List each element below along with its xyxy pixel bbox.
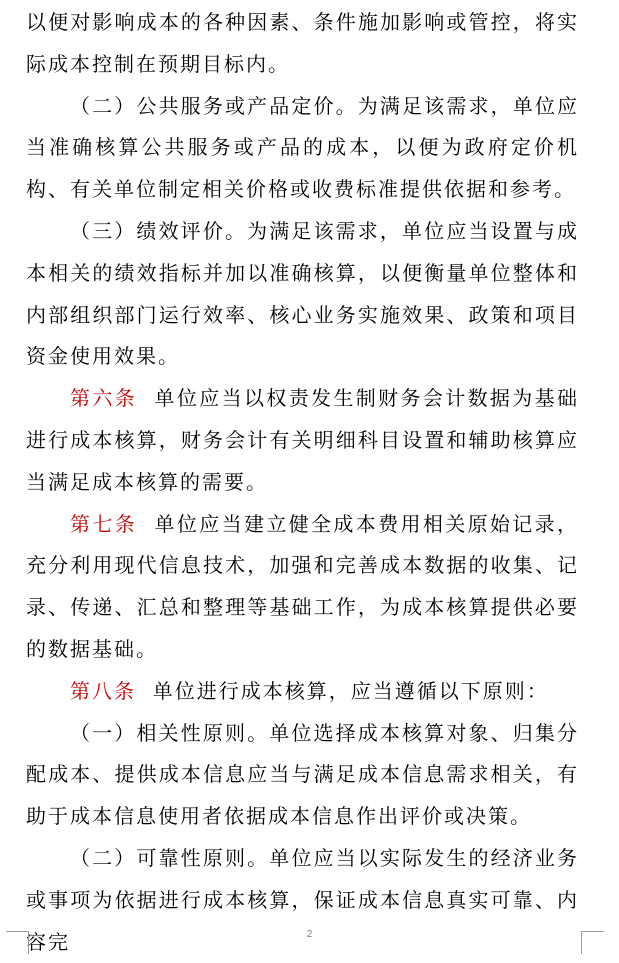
article-7-text: 单位应当建立健全成本费用相关原始记录，充分利用现代信息技术，加强和完善成本数据的收集、记录、传递、汇总和整理等基础工作，为成本核算提供必要的数据基础。: [26, 511, 580, 661]
article-8-label: 第八条: [70, 678, 136, 703]
article-6-paragraph: [26, 378, 579, 503]
paragraph-3: [26, 211, 579, 378]
paragraph-2-text: （二）公共服务或产品定价。为满足该需求，单位应当准确核算公共服务或产品的成本，以便为政府定价机构、有关单位制定相关价格或收费标准提供依据和参考。: [26, 93, 579, 202]
article-8-paragraph: [26, 671, 579, 713]
relevance-principle-text: （一）相关性原则。单位选择成本核算对象、归集分配成本、提供成本信息应当与满足成本信息需求相关，有助于成本信息使用者依据成本信息作出评价或决策。: [26, 720, 579, 829]
article-6-text: 单位应当以权责发生制财务会计数据为基础进行成本核算，财务会计有关明细科目设置和辅助核算应当满足成本核算的需要。: [26, 386, 580, 494]
reliability-principle-text: （二）可靠性原则。单位应当以实际发生的经济业务或事项为依据进行成本核算，保证成本信息真实可靠、内容完: [26, 845, 579, 954]
paragraph-1-text: 以便对影响成本的各种因素、条件施加影响或管控，将实际成本控制在预期目标内。: [26, 10, 579, 76]
paragraph-2: [26, 86, 579, 211]
paragraph-3-text: （三）绩效评价。为满足该需求，单位应当设置与成本相关的绩效指标并加以准确核算，以便衡量单位整体和内部组织部门运行效率、核心业务实施效果、政策和项目资金使用效果。: [26, 218, 579, 369]
paragraph-relevance-principle: [26, 713, 579, 838]
page-number: 2: [306, 929, 313, 940]
document-body: [26, 0, 579, 963]
paragraph-reliability-principle: [26, 838, 579, 963]
paragraph-1: [26, 2, 579, 86]
article-8-text: 单位进行成本核算，应当遵循以下原则：: [136, 678, 549, 703]
article-6-label: 第六条: [70, 386, 138, 411]
article-7-paragraph: [26, 504, 579, 671]
article-7-label: 第七条: [70, 511, 138, 536]
